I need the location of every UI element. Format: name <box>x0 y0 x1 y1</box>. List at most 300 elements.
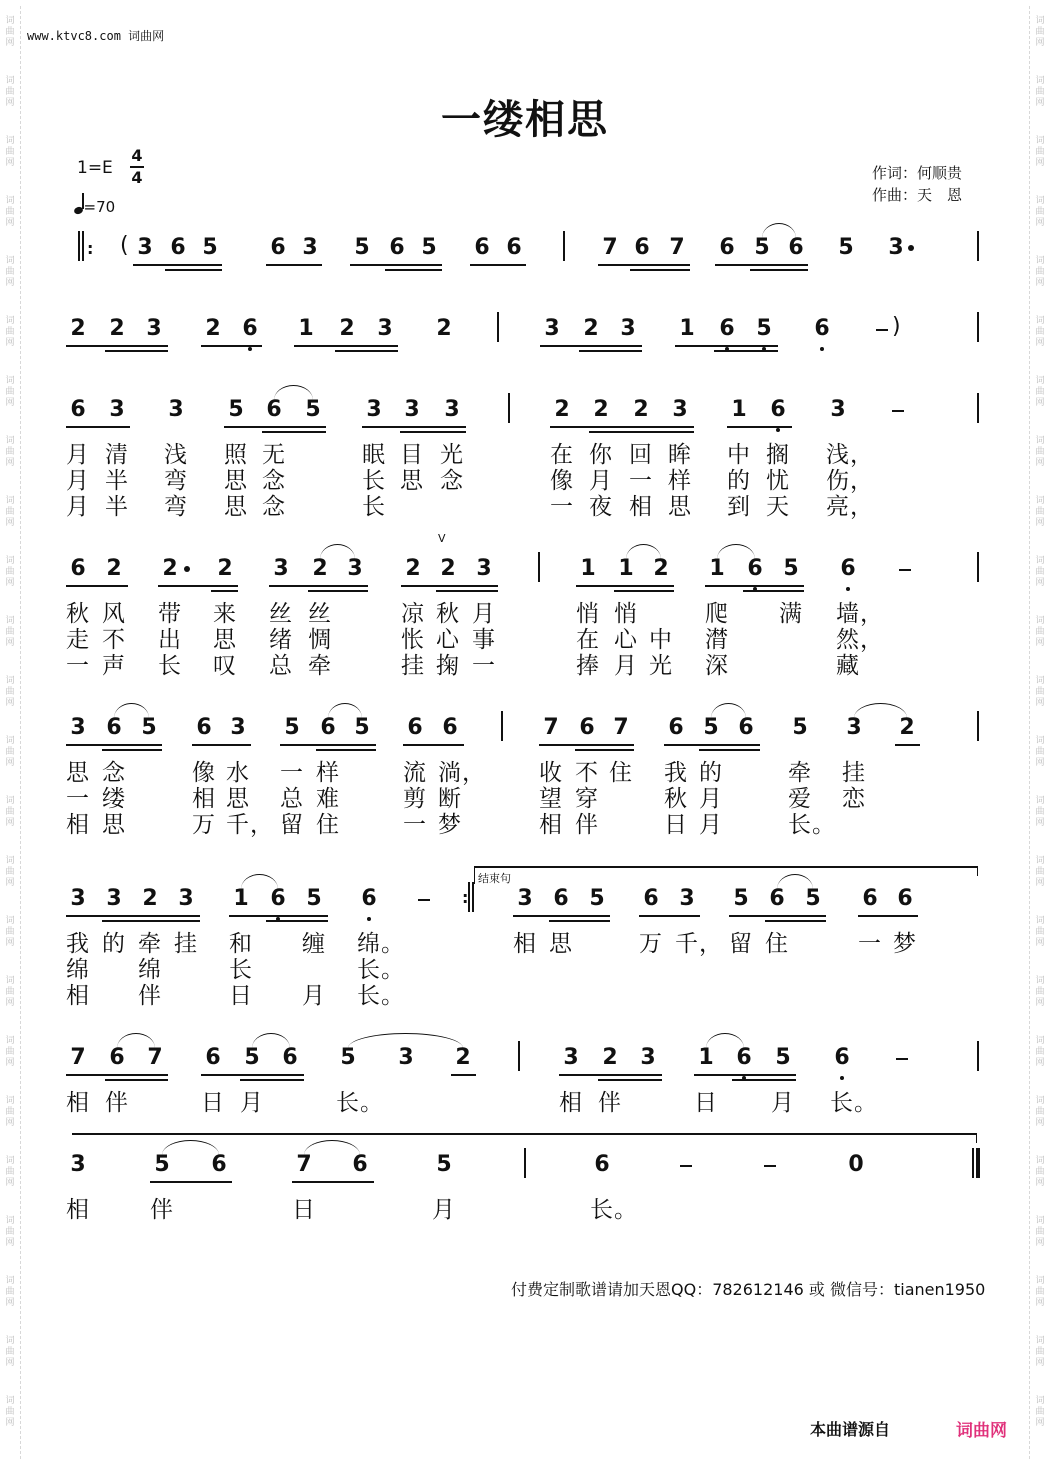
coda-bracket-end <box>976 1133 977 1143</box>
beam-line <box>335 350 398 352</box>
lyric-char: 月 <box>614 653 637 679</box>
note: 3 <box>377 316 393 341</box>
coda-bracket <box>72 1133 977 1135</box>
site-url[interactable]: www.ktvc8.com 词曲网 <box>27 29 165 43</box>
lyric-char: 日 <box>292 1197 315 1223</box>
note: 6 <box>474 235 490 260</box>
lyric-char: 梦 <box>438 812 461 838</box>
note: 3 <box>106 886 122 911</box>
lyric-char: 来 <box>213 601 236 627</box>
lyric-char: 断 <box>438 786 461 812</box>
beam-line <box>598 1079 662 1081</box>
lyric-char: ， <box>860 601 883 627</box>
beam-line <box>66 426 130 428</box>
note: 2 <box>653 556 669 581</box>
note: 5 <box>754 235 770 260</box>
lyric-char: 在 <box>550 442 573 468</box>
note: 3 <box>178 886 194 911</box>
lyric-char: 绪 <box>269 627 292 653</box>
lyric-char: 月 <box>66 494 89 520</box>
lyric-char: 挂 <box>401 653 424 679</box>
lyric-char: 照 <box>224 442 247 468</box>
lyric-char: 相 <box>559 1090 582 1116</box>
note: 5 <box>228 397 244 422</box>
bar-line <box>563 231 565 261</box>
note: 3 <box>70 715 86 740</box>
note: 6 <box>442 715 458 740</box>
lyric-char: 一 <box>550 494 573 520</box>
note: 6 <box>717 314 737 344</box>
lyric-char: 住 <box>609 760 632 786</box>
lyric-char: 事 <box>472 627 495 653</box>
beam-line <box>714 350 778 352</box>
note: 3 <box>404 397 420 422</box>
lyric-char: 思 <box>213 627 236 653</box>
lyric-char: 绵 <box>138 957 161 983</box>
ending-bracket-end <box>977 866 978 876</box>
lyric-char: 到 <box>727 494 750 520</box>
lyric-char: 。 <box>360 1090 383 1116</box>
lyric-char: 相 <box>66 1197 89 1223</box>
lyric-char: 月 <box>699 812 722 838</box>
bar-line <box>497 312 499 342</box>
lyric-char: 悄 <box>614 601 637 627</box>
beam-line <box>192 744 251 746</box>
bar-line <box>472 882 474 912</box>
lyric-char: 清 <box>105 442 128 468</box>
beam-line <box>308 590 368 592</box>
beam-line <box>66 744 162 746</box>
bar-line <box>468 882 470 912</box>
score-text: V <box>438 532 446 545</box>
lyric-char: 然 <box>836 627 859 653</box>
bar-line <box>972 1148 974 1178</box>
note: 2 <box>217 556 233 581</box>
note: 3 <box>168 397 184 422</box>
slur <box>762 223 796 238</box>
lyric-char: 忧 <box>766 468 789 494</box>
lyric-char: 。 <box>614 1197 637 1223</box>
beam-line <box>266 264 322 266</box>
side-watermark-right: 词 曲 网 词 曲 网 词 曲 网 词 曲 网 词 曲 网 词 曲 网 词 曲 网 词 曲 网 词 曲 网 词 曲 网 词 曲 网 词 曲 网 词 曲 网 词 曲 网 词 曲 网 词 曲 网 词 曲 网 词 曲 网 词 曲 网 词 曲 网 词 曲 网 词 曲 网 词 曲 网 词 曲 网 <box>1035 16 1045 1428</box>
lyric-char: 挂 <box>174 931 197 957</box>
lyric-char: 凉 <box>401 601 424 627</box>
bar-line <box>977 552 979 582</box>
lyric-char: 夜 <box>589 494 612 520</box>
final-bar-thick <box>976 1148 980 1178</box>
lyric-char: 月 <box>699 786 722 812</box>
note: 3 <box>544 316 560 341</box>
beam-line <box>576 585 674 587</box>
note: 5 <box>775 1045 791 1070</box>
note: 6 <box>240 314 260 344</box>
lyric-char: 住 <box>316 812 339 838</box>
lyric-char: 留 <box>280 812 303 838</box>
note: 2 <box>405 556 421 581</box>
lyric-char: 我 <box>664 760 687 786</box>
beam-line <box>513 915 610 917</box>
lyric-char: ， <box>699 931 722 957</box>
lyric-char: 丝 <box>269 601 292 627</box>
note: 2 <box>593 397 609 422</box>
lyric-char: 。 <box>381 983 404 1009</box>
lyric-char: 月 <box>432 1197 455 1223</box>
sustain-dash <box>899 569 911 571</box>
note: 7 <box>669 235 685 260</box>
lyric-char: 在 <box>576 627 599 653</box>
beam-line <box>598 264 690 266</box>
beam-line <box>743 590 804 592</box>
note: 7 <box>296 1152 312 1177</box>
lyric-char: 水 <box>226 760 249 786</box>
lyric-char: 长 <box>229 957 252 983</box>
beam-line <box>102 749 162 751</box>
lyric-char: 。 <box>381 931 404 957</box>
note: 6 <box>734 1043 754 1073</box>
lyric-char: ， <box>250 812 273 838</box>
bar-line <box>508 393 510 423</box>
lyric-char: 相 <box>66 812 89 838</box>
slur <box>304 1140 360 1155</box>
note: 1 <box>618 556 634 581</box>
augmentation-dot <box>184 566 190 572</box>
sustain-dash <box>892 410 904 412</box>
lyric-char: 月 <box>302 983 325 1009</box>
lyric-char: 望 <box>539 786 562 812</box>
note: 3 <box>640 1045 656 1070</box>
note: 5 <box>838 235 854 260</box>
lyric-char: 一 <box>403 812 426 838</box>
lyric-char: 总 <box>280 786 303 812</box>
note: 5 <box>154 1152 170 1177</box>
lyric-char: 悄 <box>576 601 599 627</box>
slur <box>706 1033 744 1048</box>
note: 6 <box>897 886 913 911</box>
lyric-char: 满 <box>779 601 802 627</box>
key-signature: 1=E <box>77 158 113 178</box>
time-sig-top: 4 <box>131 146 143 165</box>
lyric-char: ， <box>462 760 485 786</box>
note: 6 <box>812 314 832 344</box>
note: 3 <box>679 886 695 911</box>
note: 3 <box>398 1045 414 1070</box>
side-watermark-left: 词 曲 网 词 曲 网 词 曲 网 词 曲 网 词 曲 网 词 曲 网 词 曲 网 词 曲 网 词 曲 网 词 曲 网 词 曲 网 词 曲 网 词 曲 网 词 曲 网 词 曲 网 词 曲 网 词 曲 网 词 曲 网 词 曲 网 词 曲 网 词 曲 网 词 曲 网 词 曲 网 词 曲 网 <box>5 16 15 1428</box>
note: 3 <box>366 397 382 422</box>
lyric-char: 出 <box>158 627 181 653</box>
note: 6 <box>634 235 650 260</box>
note: 6 <box>352 1152 368 1177</box>
beam-line <box>858 915 918 917</box>
lyric-char: 。 <box>812 812 835 838</box>
note: 3 <box>444 397 460 422</box>
lyric-char: 亮 <box>826 494 849 520</box>
lyric-char: 的 <box>102 931 125 957</box>
bar-line <box>524 1148 526 1178</box>
note: 0 <box>848 1152 864 1177</box>
page-border-right <box>1029 6 1030 1459</box>
note: 3 <box>476 556 492 581</box>
slur <box>328 703 362 718</box>
note: 6 <box>211 1152 227 1177</box>
lyric-char: 日 <box>201 1090 224 1116</box>
note: 6 <box>745 554 765 584</box>
note: 6 <box>205 1045 221 1070</box>
lyric-char: 月 <box>66 442 89 468</box>
lyric-char: 掬 <box>436 653 459 679</box>
lyric-char: 秋 <box>664 786 687 812</box>
lyric-char: 不 <box>575 760 598 786</box>
lyric-char: 长 <box>788 812 811 838</box>
lyric-char: 思 <box>400 468 423 494</box>
lyric-char: 。 <box>381 957 404 983</box>
lyric-char: 一 <box>629 468 652 494</box>
page-border-left <box>20 6 21 1459</box>
lyric-char: 淌 <box>438 760 461 786</box>
note: 3 <box>846 715 862 740</box>
lyric-char: 不 <box>102 627 125 653</box>
source-site-link[interactable]: 词曲网 <box>956 1421 1007 1441</box>
lyric-char: 相 <box>66 983 89 1009</box>
lyric-char: 牵 <box>138 931 161 957</box>
sustain-dash <box>764 1165 776 1167</box>
note: 2 <box>142 886 158 911</box>
song-title: 一缕相思 <box>441 97 609 143</box>
lyric-char: 一 <box>66 653 89 679</box>
score-text: ) <box>892 314 901 339</box>
tempo-marking <box>74 196 115 216</box>
lyric-char: 目 <box>400 442 423 468</box>
lyric-char: 带 <box>158 601 181 627</box>
beam-line <box>549 920 610 922</box>
lyric-char: 潸 <box>705 627 728 653</box>
augmentation-dot <box>908 245 914 251</box>
lyric-char: 浅 <box>826 442 849 468</box>
beam-line <box>540 345 642 347</box>
note: 1 <box>731 397 747 422</box>
beam-line <box>294 345 398 347</box>
lyric-char: 相 <box>539 812 562 838</box>
note: 3 <box>109 397 125 422</box>
note: 5 <box>354 235 370 260</box>
lyric-char: 像 <box>192 760 215 786</box>
lyric-char: 的 <box>699 760 722 786</box>
note: 5 <box>703 715 719 740</box>
beam-line <box>732 1079 796 1081</box>
note: 2 <box>436 316 452 341</box>
lyric-char: 难 <box>316 786 339 812</box>
lyric-char: 心 <box>436 627 459 653</box>
note: 2 <box>440 556 456 581</box>
lyric-char: 日 <box>664 812 687 838</box>
beam-line <box>105 350 168 352</box>
beam-line <box>675 345 778 347</box>
slur <box>626 544 661 559</box>
lyric-char: 缠 <box>302 931 325 957</box>
note: 6 <box>643 886 659 911</box>
lyric-char: 深 <box>705 653 728 679</box>
note: 5 <box>284 715 300 740</box>
beam-line <box>630 269 690 271</box>
note: 6 <box>282 1045 298 1070</box>
lyric-char: 月 <box>771 1090 794 1116</box>
lyric-char: ， <box>850 494 873 520</box>
bar-line <box>977 1041 979 1071</box>
note: 2 <box>633 397 649 422</box>
note: 6 <box>838 554 858 584</box>
lyric-char: 。 <box>854 1090 877 1116</box>
lyric-char: 牵 <box>788 760 811 786</box>
beam-line <box>105 1079 168 1081</box>
note: 5 <box>783 556 799 581</box>
lyric-char: 叹 <box>213 653 236 679</box>
ending-bracket-start <box>474 866 475 884</box>
lyric-char: 月 <box>66 468 89 494</box>
repeat-dots: : <box>462 888 469 907</box>
beam-line <box>715 264 808 266</box>
note: 5 <box>141 715 157 740</box>
lyricist-label: 作词： <box>872 164 918 182</box>
note: 5 <box>436 1152 452 1177</box>
lyric-char: 思 <box>66 760 89 786</box>
beam-line <box>400 431 466 433</box>
note: 6 <box>109 1045 125 1070</box>
lyric-char: 心 <box>614 627 637 653</box>
lyric-char: 流 <box>403 760 426 786</box>
lyric-char: 穿 <box>575 786 598 812</box>
note: 7 <box>602 235 618 260</box>
note: 2 <box>339 316 355 341</box>
slur <box>252 1033 290 1048</box>
lyric-char: 万 <box>639 931 662 957</box>
lyric-char: 秋 <box>66 601 89 627</box>
lyric-char: 光 <box>440 442 463 468</box>
beam-line <box>229 915 328 917</box>
lyric-char: 样 <box>668 468 691 494</box>
beam-line <box>579 350 642 352</box>
ending-label: 结束句 <box>478 872 511 885</box>
beam-line <box>165 269 222 271</box>
slur <box>274 385 313 400</box>
lyric-char: 千 <box>675 931 698 957</box>
lyric-char: 长 <box>158 653 181 679</box>
lyric-char: 眠 <box>362 442 385 468</box>
note: 3 <box>70 886 86 911</box>
beam-line <box>224 426 326 428</box>
lyric-char: 住 <box>765 931 788 957</box>
beam-line <box>269 585 368 587</box>
lyric-char: 中 <box>649 627 672 653</box>
repeat-dots: : <box>87 239 94 258</box>
beam-line <box>559 1074 662 1076</box>
lyric-char: 惆 <box>308 627 331 653</box>
lyric-char: 缕 <box>102 786 125 812</box>
beam-line <box>694 1074 796 1076</box>
beam-line <box>66 1074 168 1076</box>
note: 6 <box>832 1043 852 1073</box>
bar-line <box>977 231 979 261</box>
bar-line <box>977 711 979 741</box>
beam-line <box>201 345 262 347</box>
lyric-char: 思 <box>549 931 572 957</box>
note: 5 <box>354 715 370 740</box>
tempo-value: =70 <box>83 198 116 216</box>
lyricist-name: 何顺贵 <box>917 164 963 182</box>
note: 5 <box>754 314 774 344</box>
lyric-char: ， <box>850 442 873 468</box>
note: 5 <box>733 886 749 911</box>
lyric-char: 回 <box>629 442 652 468</box>
note: 2 <box>109 316 125 341</box>
beam-line <box>362 426 466 428</box>
lyric-char: 念 <box>440 468 463 494</box>
note: 6 <box>719 235 735 260</box>
lyric-char: ， <box>860 627 883 653</box>
lyric-char: 伤 <box>826 468 849 494</box>
lyric-char: 留 <box>729 931 752 957</box>
note: 1 <box>298 316 314 341</box>
lyric-char: 思 <box>224 468 247 494</box>
note: 6 <box>862 886 878 911</box>
note: 6 <box>553 886 569 911</box>
note: 2 <box>899 715 915 740</box>
beam-line <box>614 590 674 592</box>
lyric-char: 怅 <box>401 627 424 653</box>
note: 5 <box>305 397 321 422</box>
note: 3 <box>146 316 162 341</box>
beam-line <box>699 749 760 751</box>
lyric-char: 长 <box>590 1197 613 1223</box>
note: 6 <box>268 884 288 914</box>
lyric-char: 日 <box>694 1090 717 1116</box>
time-sig-bottom: 4 <box>131 168 143 187</box>
beam-line <box>66 585 128 587</box>
note: 5 <box>306 886 322 911</box>
lyric-char: 光 <box>649 653 672 679</box>
lyric-char: 长 <box>830 1090 853 1116</box>
sustain-dash <box>896 1058 908 1060</box>
lyric-char: ， <box>850 468 873 494</box>
lyric-char: 搁 <box>766 442 789 468</box>
note: 6 <box>196 715 212 740</box>
lyric-char: 墙 <box>836 601 859 627</box>
lyric-char: 伴 <box>105 1090 128 1116</box>
lyric-char: 牵 <box>308 653 331 679</box>
lyric-char: 爱 <box>788 786 811 812</box>
lyric-char: 剪 <box>403 786 426 812</box>
lyric-char: 念 <box>262 468 285 494</box>
sustain-dash <box>876 329 888 331</box>
beam-line <box>316 749 376 751</box>
lyric-char: 眸 <box>668 442 691 468</box>
lyric-char: 半 <box>105 468 128 494</box>
lyric-char: 藏 <box>836 653 859 679</box>
lyric-char: 声 <box>102 653 125 679</box>
beam-line <box>240 1079 304 1081</box>
note: 7 <box>543 715 559 740</box>
beam-line <box>158 585 238 587</box>
note: 3 <box>230 715 246 740</box>
note: 2 <box>602 1045 618 1070</box>
note: 5 <box>792 715 808 740</box>
beam-line <box>133 264 222 266</box>
note: 6 <box>106 715 122 740</box>
note: 6 <box>359 884 379 914</box>
note: 3 <box>888 235 904 260</box>
credits <box>872 162 962 206</box>
note: 3 <box>70 1152 86 1177</box>
note: 5 <box>421 235 437 260</box>
slur <box>348 1033 463 1048</box>
